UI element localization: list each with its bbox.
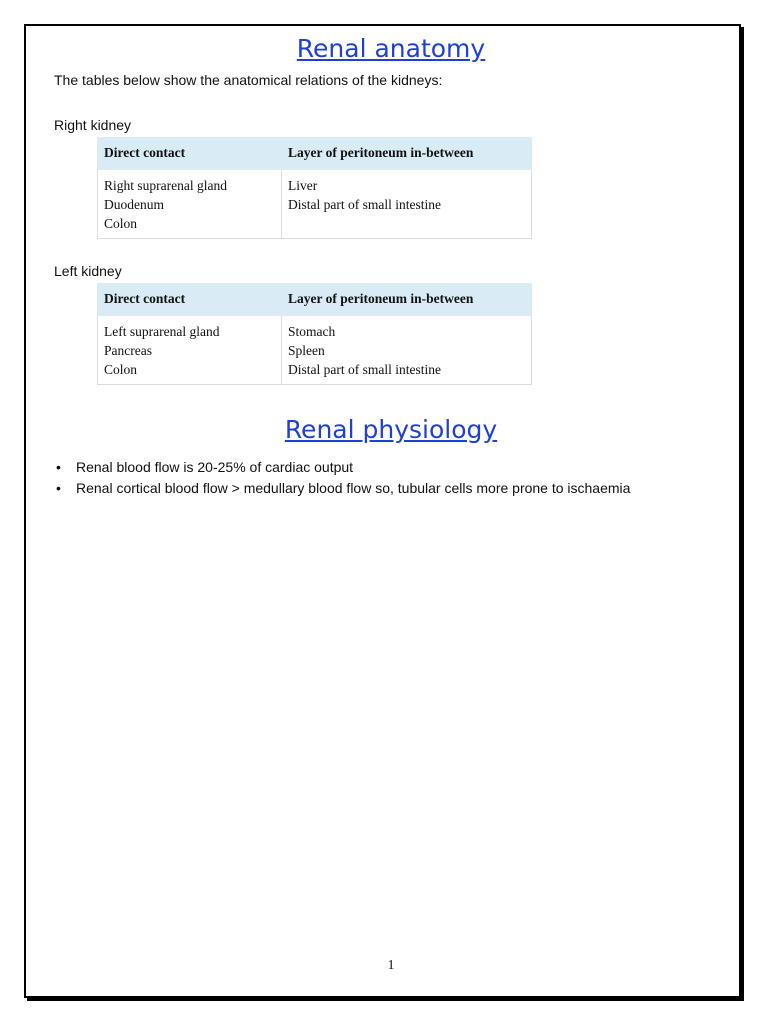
table-row	[98, 316, 532, 385]
table-header-row	[98, 284, 532, 316]
list-item: Liver	[288, 178, 318, 193]
physiology-heading: Renal physiology	[284, 415, 498, 444]
bullet-icon: •	[56, 480, 61, 496]
list-item: Pancreas	[104, 343, 152, 358]
direct-contact-cell	[98, 170, 282, 239]
left-kidney-table	[97, 283, 532, 385]
right-kidney-label: Right kidney	[54, 117, 132, 133]
list-item: Colon	[104, 362, 138, 377]
bullet-text: Renal cortical blood flow > medullary blood flow so, tubular cells more prone to ischaemia	[76, 480, 631, 496]
list-item: Distal part of small intestine	[288, 362, 441, 377]
header-direct-contact: Direct contact	[98, 284, 282, 316]
bullet-item	[54, 457, 630, 478]
bullet-item	[54, 478, 630, 499]
list-item: Right suprarenal gland	[104, 178, 227, 193]
header-peritoneum-layer: Layer of peritoneum in-between	[282, 138, 532, 170]
table-header-row	[98, 138, 532, 170]
peritoneum-layer-cell	[282, 170, 532, 239]
left-kidney-label: Left kidney	[54, 263, 122, 279]
list-item: Colon	[104, 216, 138, 231]
list-item: Stomach	[288, 324, 336, 339]
page-number: 1	[387, 958, 395, 973]
physiology-bullet-list	[54, 457, 630, 499]
table-row	[98, 170, 532, 239]
intro-text: The tables below show the anatomical relations of the kidneys:	[54, 72, 443, 88]
header-direct-contact: Direct contact	[98, 138, 282, 170]
list-item: Duodenum	[104, 197, 164, 212]
header-peritoneum-layer: Layer of peritoneum in-between	[282, 284, 532, 316]
direct-contact-cell	[98, 316, 282, 385]
list-item: Spleen	[288, 343, 325, 358]
list-item: Left suprarenal gland	[104, 324, 220, 339]
bullet-text: Renal blood flow is 20-25% of cardiac output	[76, 459, 354, 475]
anatomy-heading: Renal anatomy	[296, 34, 486, 63]
list-item: Distal part of small intestine	[288, 197, 441, 212]
peritoneum-layer-cell	[282, 316, 532, 385]
bullet-icon: •	[56, 459, 61, 475]
right-kidney-table	[97, 137, 532, 239]
